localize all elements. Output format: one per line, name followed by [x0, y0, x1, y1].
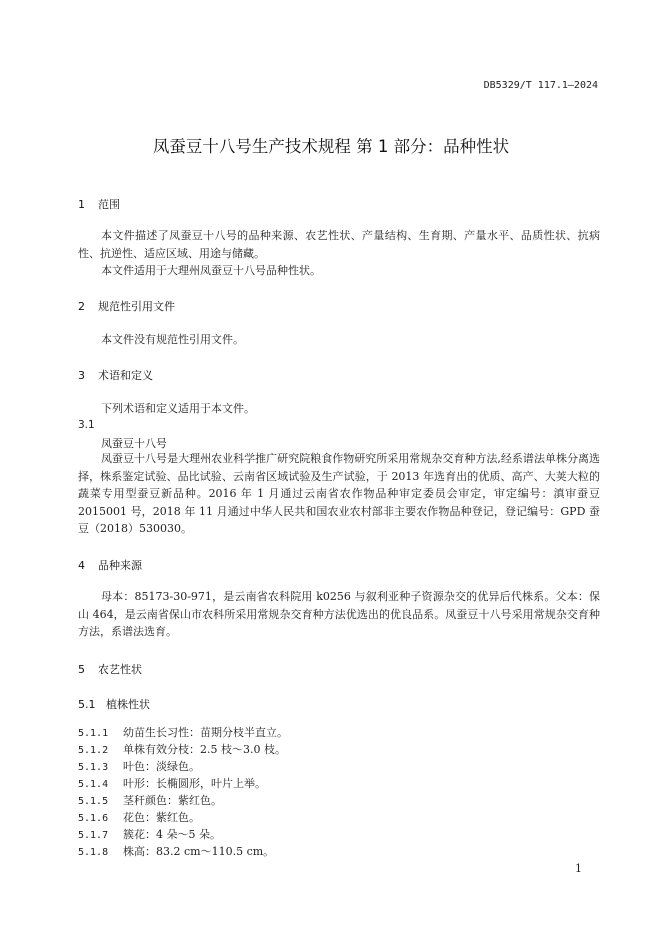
list-item: [78, 792, 222, 808]
section-title: 品种来源: [98, 559, 142, 572]
item-number: 5.1.1: [78, 728, 109, 739]
document-title: 凤蚕豆十八号生产技术规程 第 1 部分：品种性状: [152, 137, 510, 156]
item-number: 5.1.6: [78, 813, 109, 824]
document-number: DB5329/T 117.1—2024: [483, 80, 598, 91]
section-2-heading: [78, 298, 175, 314]
item-number: 5.1.3: [78, 762, 109, 773]
item-text: 花色：紫红色。: [123, 811, 200, 824]
section-1-paragraph-2: 本文件适用于大理州凤蚕豆十八号品种性状。: [101, 264, 321, 277]
item-text: 叶形：长椭圆形，叶片上举。: [123, 777, 266, 790]
list-item: [78, 809, 200, 825]
section-1-heading: [78, 196, 120, 212]
list-item: [78, 843, 274, 859]
term-number: 3.1: [78, 419, 95, 431]
section-title: 术语和定义: [98, 369, 153, 382]
term-definition: 凤蚕豆十八号是大理州农业科学推广研究院粮食作物研究所采用常规杂交育种方法,经系谱法单株分离选择，株系鉴定试验、品比试验、云南省区域试验及生产试验，于 2013 年选育出的优质、高产、大荚大粒的蔬菜专用型蚕豆新品种。2016 年 1 月通过云南省农作物品种审定委员会审定，审定编号：滇审蚕豆 2015001 号，2018 年 11 月通过中华人民共和国农业农村部非主要农作物品种登记，登记编号：GPD 蚕豆（2018）530030。: [78, 452, 600, 535]
section-4-paragraph-1: 母本：85173-30-971，是云南省农科院用 k0256 与叙利亚种子资源杂交的优异后代株系。父本：保山 464，是云南省保山市农科所采用常规杂交育种方法优选出的优良品系。凤蚕豆十八号采用常规杂交育种方法，系谱法选育。: [78, 590, 600, 638]
item-number: 5.1.2: [78, 745, 109, 756]
item-text: 簇花：4 朵～5 朵。: [123, 828, 221, 841]
item-text: 茎秆颜色：紫红色。: [123, 794, 222, 807]
item-number: 5.1.4: [78, 779, 109, 790]
list-item: [78, 724, 288, 740]
section-title: 规范性引用文件: [98, 300, 175, 313]
section-number: 3: [78, 369, 85, 382]
subsection-title: 植株性状: [106, 698, 150, 711]
subsection-number: 5.1: [78, 698, 96, 711]
page-number: 1: [575, 862, 582, 875]
section-title: 范围: [98, 198, 120, 211]
section-2-paragraph-1: 本文件没有规范性引用文件。: [101, 333, 244, 346]
item-number: 5.1.5: [78, 796, 109, 807]
item-number: 5.1.8: [78, 847, 109, 858]
section-3-heading: [78, 367, 153, 383]
list-item: [78, 758, 200, 774]
item-number: 5.1.7: [78, 830, 109, 841]
item-text: 幼苗生长习性：苗期分枝半直立。: [123, 726, 288, 739]
list-item: [78, 775, 266, 791]
section-number: 5: [78, 663, 85, 676]
section-4-heading: [78, 557, 142, 573]
section-1-paragraph-1: 本文件描述了凤蚕豆十八号的品种来源、农艺性状、产量结构、生育期、产量水平、品质性状、抗病性、抗逆性、适应区域、用途与储藏。: [78, 229, 600, 260]
item-text: 叶色：淡绿色。: [123, 760, 200, 773]
section-title: 农艺性状: [98, 663, 142, 676]
subsection-5-1-heading: [78, 696, 150, 712]
section-number: 2: [78, 300, 85, 313]
section-number: 4: [78, 559, 85, 572]
section-3-paragraph-1: 下列术语和定义适用于本文件。: [101, 402, 255, 415]
list-item: [78, 741, 286, 757]
term-name: 凤蚕豆十八号: [101, 437, 167, 450]
section-number: 1: [78, 198, 85, 211]
list-item: [78, 826, 221, 842]
section-5-heading: [78, 661, 142, 677]
item-text: 株高：83.2 cm～110.5 cm。: [123, 845, 275, 858]
item-text: 单株有效分枝：2.5 枝～3.0 枝。: [123, 743, 286, 756]
